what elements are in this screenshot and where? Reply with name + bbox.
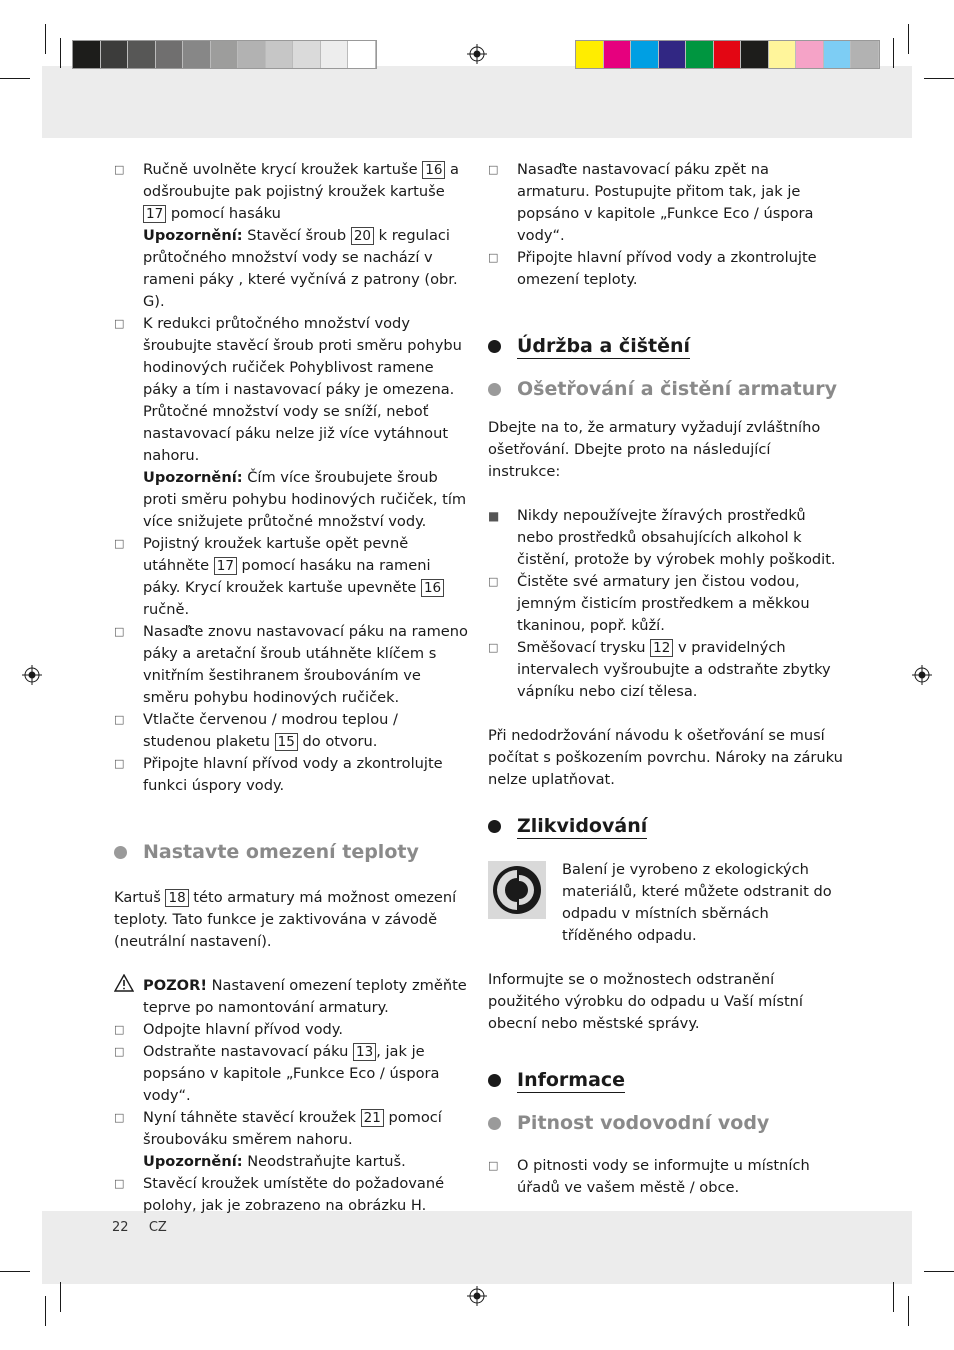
bottom-band	[42, 1211, 912, 1284]
crop-mark	[908, 1296, 909, 1326]
color-swatch	[211, 41, 239, 68]
right-column	[488, 159, 843, 1199]
list-item-text	[143, 709, 469, 753]
list-item-text	[143, 313, 469, 467]
list-item-text	[517, 159, 843, 247]
instruction-list	[488, 1155, 843, 1199]
color-swatch	[604, 41, 632, 68]
list-item	[114, 753, 469, 797]
emphasis-label: Upozornění:	[143, 1153, 243, 1170]
list-item	[488, 159, 843, 247]
text-run: pomocí šroubováku směrem nahoru.	[143, 1109, 442, 1148]
checkbox-bullet-icon: □	[114, 757, 125, 770]
checkbox-bullet-icon: □	[114, 1023, 125, 1036]
color-swatch	[686, 41, 714, 68]
note	[143, 467, 469, 533]
text-run: ručně.	[143, 601, 190, 618]
list-item-text	[143, 753, 469, 797]
filled-square-bullet-icon: ■	[488, 509, 500, 523]
instruction-list	[114, 1019, 469, 1217]
checkbox-bullet-icon: □	[488, 251, 499, 264]
color-swatch	[183, 41, 211, 68]
text-run: Pojistný kroužek kartuše opět pevně utáhněte	[143, 535, 409, 574]
list-item	[488, 571, 843, 637]
list-item-text	[143, 533, 469, 621]
color-swatch	[128, 41, 156, 68]
text-run: k regulaci průtočného množství vody se nachází v rameni páky , které vyčnívá z patrony (obr. G).	[143, 227, 458, 310]
registration-mark-icon	[467, 44, 487, 64]
part-reference-number: 20	[351, 227, 374, 245]
part-reference-number: 13	[353, 1043, 376, 1061]
paragraph	[114, 887, 469, 953]
checkbox-bullet-icon: □	[488, 163, 499, 176]
text-run: Odpojte hlavní přívod vody.	[143, 1021, 343, 1038]
emphasis-label: POZOR!	[143, 977, 207, 994]
color-swatch	[796, 41, 824, 68]
text-run: Nasaďte znovu nastavovací páku na rameno páky a aretační šroub utáhněte klíčem s vnitřním šestihranem šroubováním ve směru pohybu hodinových ručiček.	[143, 623, 468, 706]
section-heading: Zlikvidování	[488, 813, 843, 839]
part-reference-number: 17	[214, 557, 237, 575]
instruction-list	[488, 159, 843, 291]
crop-mark	[924, 1271, 954, 1272]
part-reference-number: 15	[275, 733, 298, 751]
color-swatch	[741, 41, 769, 68]
color-swatch	[238, 41, 266, 68]
section-heading: Informace	[488, 1067, 843, 1093]
color-swatch	[576, 41, 604, 68]
text-run: této armatury má možnost omezení teploty. Tato funkce je zaktivována v závodě (neutrální nastavení).	[114, 889, 457, 950]
list-item	[114, 533, 469, 621]
checkbox-bullet-icon: □	[114, 713, 125, 726]
top-band	[42, 66, 912, 138]
color-swatch	[156, 41, 184, 68]
color-swatch	[293, 41, 321, 68]
list-item-text	[143, 1019, 469, 1041]
registration-mark-icon	[912, 665, 932, 685]
crop-mark	[893, 1282, 894, 1312]
part-reference-number: 16	[421, 579, 444, 597]
text-run: O pitnosti vody se informujte u místních úřadů ve vašem městě / obce.	[517, 1157, 810, 1196]
list-item	[114, 709, 469, 753]
list-item	[114, 1107, 469, 1173]
text-run: Nastavení omezení teploty změňte teprve po namontování armatury.	[143, 977, 467, 1016]
process-colorbar	[575, 40, 880, 69]
text-run: do otvoru.	[297, 733, 378, 750]
checkbox-bullet-icon: □	[488, 575, 499, 588]
list-item-text	[517, 247, 843, 291]
paragraph: Dbejte na to, že armatury vyžadují zvláštního ošetřování. Dbejte proto na následující instrukce:	[488, 419, 821, 480]
instruction-list	[488, 505, 843, 703]
color-swatch	[769, 41, 797, 68]
text-run: Ručně uvolněte krycí kroužek kartuše	[143, 161, 423, 178]
crop-mark	[0, 78, 30, 79]
crop-mark	[60, 1282, 61, 1312]
list-item-text	[517, 571, 843, 637]
checkbox-bullet-icon: □	[114, 317, 125, 330]
checkbox-bullet-icon: □	[488, 641, 499, 654]
page-footer	[112, 1220, 167, 1235]
text-run: Stavěcí kroužek umístěte do požadované polohy, jak je zobrazeno na obrázku H.	[143, 1175, 445, 1214]
subsection-heading: Ošetřování a čistění armatury	[488, 376, 843, 402]
note	[143, 1151, 469, 1173]
checkbox-bullet-icon: □	[114, 1111, 125, 1124]
color-swatch	[348, 41, 376, 68]
list-item-text	[143, 159, 469, 225]
part-reference-number: 21	[361, 1109, 384, 1127]
registration-mark-icon	[467, 1286, 487, 1306]
crop-mark	[924, 78, 954, 79]
list-item	[488, 637, 843, 703]
list-item	[114, 159, 469, 313]
color-swatch	[266, 41, 294, 68]
paragraph: Balení je vyrobeno z ekologických materiálů, které můžete odstranit do odpadu v místních sběrnách tříděného odpadu.	[562, 861, 832, 944]
part-reference-number: 17	[143, 205, 166, 223]
crop-mark	[893, 38, 894, 68]
text-run: Kartuš	[114, 889, 166, 906]
text-run: Odstraňte nastavovací páku	[143, 1043, 354, 1060]
note	[143, 225, 469, 313]
emphasis-label: Upozornění:	[143, 227, 243, 244]
color-swatch	[101, 41, 129, 68]
list-item-text	[143, 1041, 469, 1107]
list-item-text	[143, 621, 469, 709]
color-swatch	[631, 41, 659, 68]
list-item	[114, 1173, 469, 1217]
checkbox-bullet-icon: □	[114, 163, 125, 176]
list-item	[114, 1041, 469, 1107]
text-run: pomocí hasáku	[166, 205, 281, 222]
part-reference-number: 12	[650, 639, 673, 657]
crop-mark	[908, 24, 909, 54]
crop-mark	[45, 24, 46, 54]
color-swatch	[73, 41, 101, 68]
packaging-block	[488, 859, 843, 947]
text-run: a odšroubujte pak pojistný kroužek kartuše	[143, 161, 460, 200]
crop-mark	[0, 1271, 30, 1272]
list-item	[488, 505, 843, 571]
part-reference-number: 16	[422, 161, 445, 179]
text-run: Čím více šroubujete šroub proti směru pohybu hodinových ručiček, tím více snižujete průtočné množství vody.	[143, 469, 467, 530]
color-swatch	[321, 41, 349, 68]
crop-mark	[60, 38, 61, 68]
warning-triangle-icon	[114, 974, 134, 1000]
section-heading: Nastavte omezení teploty	[114, 839, 469, 865]
list-item-text	[143, 1173, 469, 1217]
list-item	[114, 1019, 469, 1041]
crop-mark	[45, 1296, 46, 1326]
text-run: Stavěcí šroub	[242, 227, 351, 244]
text-run: Nasaďte nastavovací páku zpět na armaturu. Postupujte přitom tak, jak je popsáno v kapitole „Funkce Eco / úspora vody“.	[517, 161, 814, 244]
grey-colorbar	[72, 40, 377, 69]
list-item-text	[517, 637, 843, 703]
text-run: Neodstraňujte kartuš.	[242, 1153, 406, 1170]
checkbox-bullet-icon: □	[114, 1177, 125, 1190]
color-swatch	[659, 41, 687, 68]
text-run: K redukci průtočného množství vody šroubujte stavěcí šroub proti směru pohybu hodinových ručiček Pohyblivost ramene páky a tím i nastavovací páky je omezena. Průtočné množství vody se sníží, neboť nastavovací páku nelze již více vytáhnout nahoru.	[143, 315, 462, 464]
list-item-text	[517, 1155, 843, 1199]
list-item-text	[517, 505, 843, 571]
warning-note	[114, 975, 469, 1019]
paragraph: Při nedodržování návodu k ošetřování se musí počítat s poškozením povrchu. Nároky na záruku nelze uplatňovat.	[488, 727, 843, 788]
text-run: Čistěte své armatury jen čistou vodou, jemným čisticím prostředkem a měkkou tkaninou, popř. kůží.	[517, 573, 810, 634]
text-run: Nikdy nepoužívejte žíravých prostředků nebo prostředků obsahujících alkohol k čistění, protože by výrobek mohly poškodit.	[517, 507, 836, 568]
list-item	[114, 313, 469, 533]
green-dot-recycle-icon	[488, 861, 546, 919]
language-code: CZ	[148, 1220, 167, 1235]
checkbox-bullet-icon: □	[114, 537, 125, 550]
instruction-list	[114, 159, 469, 797]
emphasis-label: Upozornění:	[143, 469, 243, 486]
checkbox-bullet-icon: □	[114, 1045, 125, 1058]
paragraph: Informujte se o možnostech odstranění použitého výrobku do odpadu u Vaší místní obecní nebo městské správy.	[488, 971, 803, 1032]
text-run: Připojte hlavní přívod vody a zkontrolujte funkci úspory vody.	[143, 755, 443, 794]
list-item-text	[143, 1107, 469, 1151]
page-number: 22	[112, 1220, 129, 1235]
text-run: v pravidelných intervalech vyšroubujte a odstraňte zbytky vápníku nebo cizí tělesa.	[517, 639, 831, 700]
text-run: Nyní táhněte stavěcí kroužek	[143, 1109, 361, 1126]
checkbox-bullet-icon: □	[488, 1159, 499, 1172]
text-run: Směšovací trysku	[517, 639, 651, 656]
text-run: Připojte hlavní přívod vody a zkontrolujte omezení teploty.	[517, 249, 817, 288]
subsection-heading: Pitnost vodovodní vody	[488, 1110, 843, 1136]
list-item	[488, 1155, 843, 1199]
section-heading: Údržba a čištění	[488, 333, 843, 359]
color-swatch	[824, 41, 852, 68]
text-run: Vtlačte červenou / modrou teplou / studenou plaketu	[143, 711, 398, 750]
registration-mark-icon	[22, 665, 42, 685]
checkbox-bullet-icon: □	[114, 625, 125, 638]
color-swatch	[714, 41, 742, 68]
text-run: , jak je popsáno v kapitole „Funkce Eco / úspora vody“.	[143, 1043, 440, 1104]
left-column	[114, 159, 469, 1217]
color-swatch	[851, 41, 879, 68]
list-item	[114, 621, 469, 709]
list-item	[488, 247, 843, 291]
part-reference-number: 18	[165, 889, 188, 907]
text-run: pomocí hasáku na rameni páky. Krycí kroužek kartuše upevněte	[143, 557, 431, 596]
